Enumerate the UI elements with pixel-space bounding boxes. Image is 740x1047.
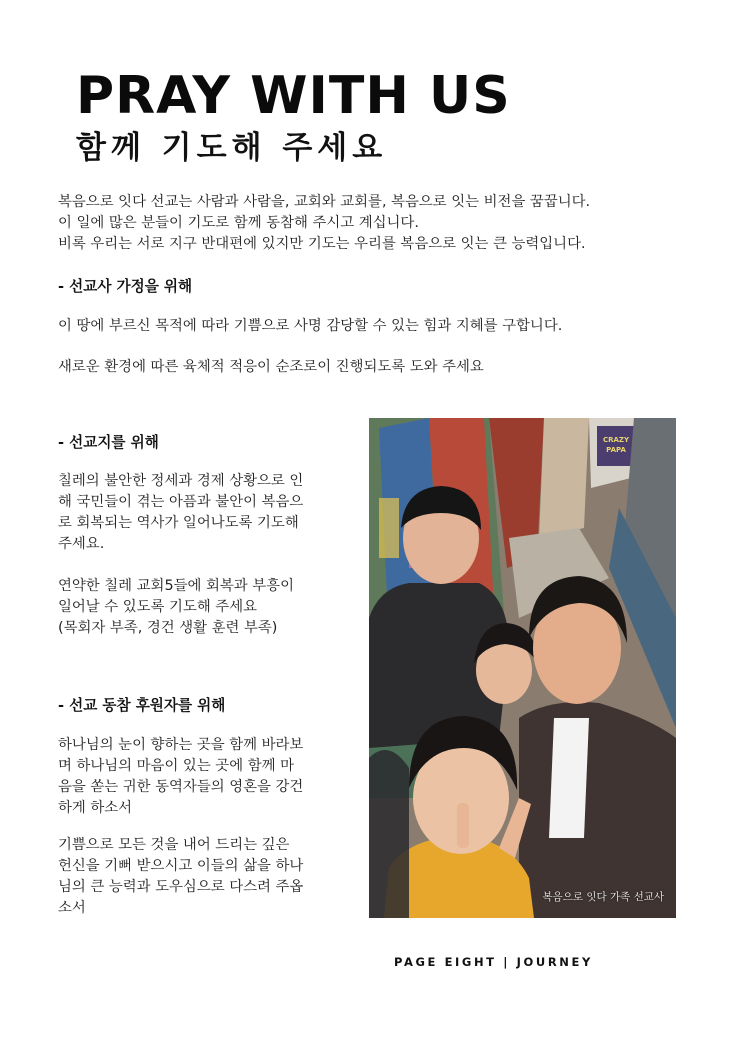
section-heading-mission-field: - 선교지를 위해 — [58, 434, 159, 451]
section-heading-supporters: - 선교 동참 후원자를 위해 — [58, 697, 226, 714]
prayer-item-line: 하나님의 눈이 향하는 곳을 함께 바라보 — [58, 737, 304, 753]
intro-line: 비록 우리는 서로 지구 반대편에 있지만 기도는 우리를 복음으로 잇는 큰 능력입니다. — [58, 236, 586, 252]
prayer-item-line: 님의 큰 능력과 도우심으로 다스려 주옵 — [58, 879, 304, 895]
prayer-item: 이 땅에 부르신 목적에 따라 기쁨으로 사명 감당할 수 있는 힘과 지혜를 구합니다. — [58, 318, 563, 334]
intro-line: 복음으로 잇다 선교는 사람과 사람을, 교회와 교회를, 복음으로 잇는 비전을 꿈꿉니다. — [58, 194, 591, 210]
family-photo-illustration — [369, 418, 676, 918]
svg-text:PAPA: PAPA — [606, 446, 626, 454]
prayer-item-line: 소서 — [58, 900, 86, 916]
prayer-item-line: 연약한 칠레 교회5들에 회복과 부흥이 — [58, 578, 294, 594]
prayer-item-line: 기쁨으로 모든 것을 내어 드리는 깊은 — [58, 837, 290, 853]
prayer-item-line: 일어날 수 있도록 기도해 주세요 — [58, 599, 258, 615]
photo-caption: 복음으로 잇다 가족 선교사 — [542, 891, 664, 903]
prayer-item-line: 음을 쏟는 귀한 동역자들의 영혼을 강건 — [58, 779, 304, 795]
svg-text:CRAZY: CRAZY — [602, 436, 630, 444]
prayer-item-line: 칠레의 불안한 정세과 경제 상황으로 인 — [58, 473, 304, 489]
prayer-item-line: 해 국민들이 겪는 아픔과 불안이 복음으 — [58, 494, 304, 510]
prayer-item-line: 로 회복되는 역사가 일어나도록 기도해 — [58, 515, 299, 531]
family-photo — [369, 418, 676, 918]
page-footer: PAGE EIGHT | JOURNEY — [394, 955, 593, 969]
intro-line: 이 일에 많은 분들이 기도로 함께 동참해 주시고 계십니다. — [58, 215, 419, 231]
prayer-item: 새로운 환경에 따른 육체적 적응이 순조로이 진행되도록 도와 주세요 — [58, 359, 484, 375]
section-heading-missionary-family: - 선교사 가정을 위해 — [58, 278, 193, 295]
prayer-item-line: 헌신을 기뻐 받으시고 이들의 삶을 하나 — [58, 858, 304, 874]
page-title: PRAY WITH US — [76, 66, 511, 126]
page-subtitle: 함께 기도해 주세요 — [76, 130, 388, 166]
prayer-item-line: (목회자 부족, 경건 생활 훈련 부족) — [58, 620, 278, 636]
prayer-item-line: 하게 하소서 — [58, 800, 133, 816]
prayer-item-line: 주세요. — [58, 536, 105, 552]
prayer-item-line: 며 하나님의 마음이 있는 곳에 함께 마 — [58, 758, 294, 774]
